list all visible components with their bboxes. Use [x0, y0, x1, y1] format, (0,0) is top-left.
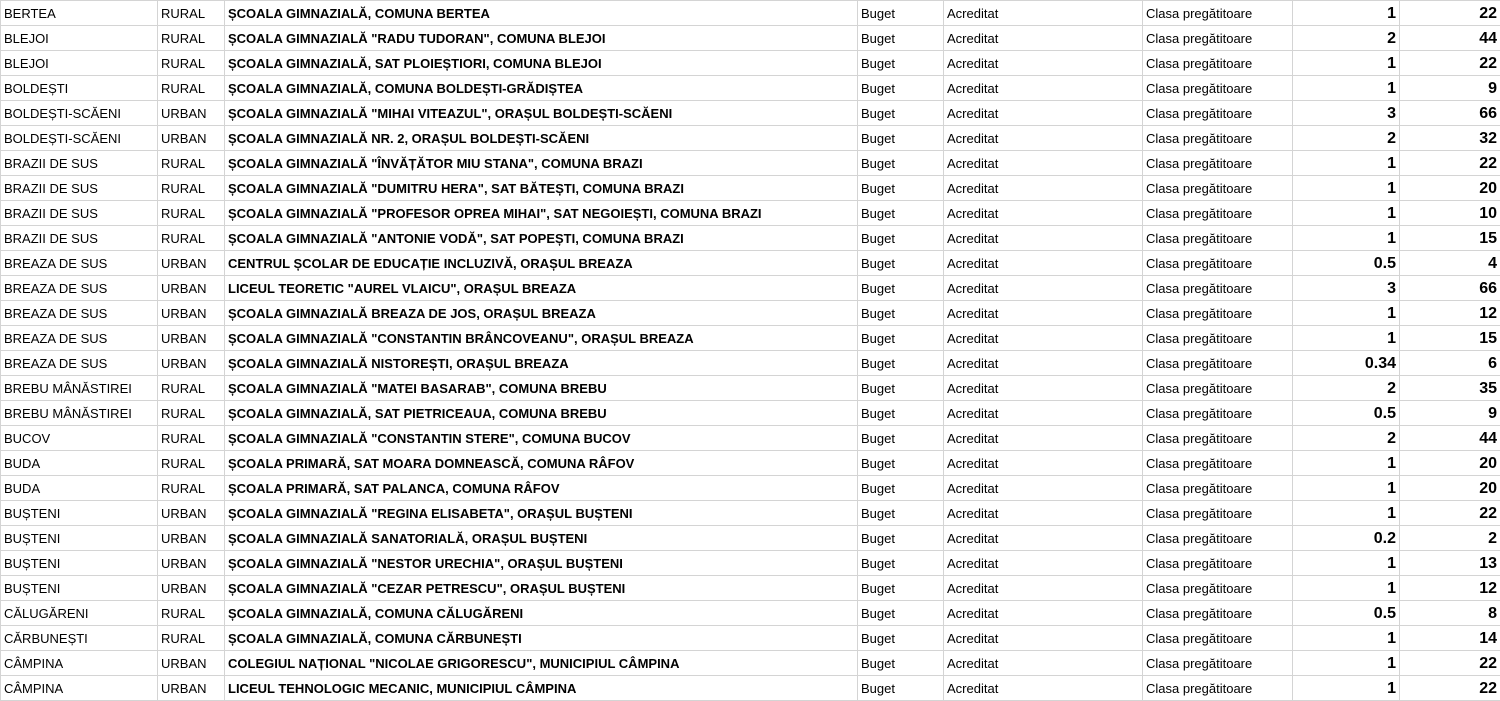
area-cell[interactable]: RURAL: [158, 176, 225, 201]
classes-count-cell[interactable]: 1: [1293, 676, 1400, 701]
area-cell[interactable]: RURAL: [158, 1, 225, 26]
classes-count-cell[interactable]: 0.5: [1293, 601, 1400, 626]
area-cell[interactable]: RURAL: [158, 626, 225, 651]
school-name-cell[interactable]: ȘCOALA GIMNAZIALĂ, COMUNA BOLDEȘTI-GRĂDIȘTEA: [225, 76, 858, 101]
classes-count-cell[interactable]: 2: [1293, 426, 1400, 451]
area-cell[interactable]: URBAN: [158, 276, 225, 301]
locality-cell[interactable]: BLEJOI: [1, 51, 158, 76]
level-cell[interactable]: Clasa pregătitoare: [1143, 151, 1293, 176]
classes-count-cell[interactable]: 1: [1293, 301, 1400, 326]
table-row: [1, 426, 1500, 451]
level-cell[interactable]: Clasa pregătitoare: [1143, 476, 1293, 501]
locality-cell[interactable]: BUȘTENI: [1, 551, 158, 576]
places-count-cell[interactable]: 66: [1400, 276, 1500, 301]
places-count-cell[interactable]: 20: [1400, 451, 1500, 476]
school-name-cell[interactable]: ȘCOALA GIMNAZIALĂ "PROFESOR OPREA MIHAI", SAT NEGOIEȘTI, COMUNA BRAZI: [225, 201, 858, 226]
classes-count-cell[interactable]: 1: [1293, 451, 1400, 476]
places-count-cell[interactable]: 4: [1400, 251, 1500, 276]
places-count-cell[interactable]: 22: [1400, 676, 1500, 701]
funding-cell[interactable]: Buget: [858, 276, 944, 301]
classes-count-cell[interactable]: 1: [1293, 176, 1400, 201]
area-cell[interactable]: URBAN: [158, 301, 225, 326]
classes-count-cell[interactable]: 1: [1293, 576, 1400, 601]
level-cell[interactable]: Clasa pregătitoare: [1143, 201, 1293, 226]
places-count-cell[interactable]: 10: [1400, 201, 1500, 226]
table-row: [1, 326, 1500, 351]
funding-cell[interactable]: Buget: [858, 176, 944, 201]
school-name-cell[interactable]: ȘCOALA PRIMARĂ, SAT PALANCA, COMUNA RÂFOV: [225, 476, 858, 501]
table-row: [1, 626, 1500, 651]
table-row: [1, 51, 1500, 76]
school-name-cell[interactable]: ȘCOALA GIMNAZIALĂ "DUMITRU HERA", SAT BĂTEȘTI, COMUNA BRAZI: [225, 176, 858, 201]
locality-cell[interactable]: BREAZA DE SUS: [1, 326, 158, 351]
places-count-cell[interactable]: 35: [1400, 376, 1500, 401]
level-cell[interactable]: Clasa pregătitoare: [1143, 401, 1293, 426]
locality-cell[interactable]: BOLDEȘTI-SCĂENI: [1, 126, 158, 151]
classes-count-cell[interactable]: 1: [1293, 1, 1400, 26]
table-row: [1, 576, 1500, 601]
table-row: [1, 351, 1500, 376]
places-count-cell[interactable]: 9: [1400, 76, 1500, 101]
status-cell[interactable]: Acreditat: [944, 26, 1143, 51]
funding-cell[interactable]: Buget: [858, 526, 944, 551]
area-cell[interactable]: RURAL: [158, 451, 225, 476]
classes-count-cell[interactable]: 1: [1293, 551, 1400, 576]
level-cell[interactable]: Clasa pregătitoare: [1143, 251, 1293, 276]
classes-count-cell[interactable]: 1: [1293, 51, 1400, 76]
area-cell[interactable]: RURAL: [158, 376, 225, 401]
funding-cell[interactable]: Buget: [858, 576, 944, 601]
level-cell[interactable]: Clasa pregătitoare: [1143, 126, 1293, 151]
funding-cell[interactable]: Buget: [858, 451, 944, 476]
school-name-cell[interactable]: ȘCOALA GIMNAZIALĂ "MATEI BASARAB", COMUNA BREBU: [225, 376, 858, 401]
status-cell[interactable]: Acreditat: [944, 526, 1143, 551]
status-cell[interactable]: Acreditat: [944, 651, 1143, 676]
school-name-cell[interactable]: ȘCOALA GIMNAZIALĂ "CONSTANTIN STERE", COMUNA BUCOV: [225, 426, 858, 451]
locality-cell[interactable]: CÂMPINA: [1, 676, 158, 701]
places-count-cell[interactable]: 22: [1400, 501, 1500, 526]
level-cell[interactable]: Clasa pregătitoare: [1143, 501, 1293, 526]
funding-cell[interactable]: Buget: [858, 326, 944, 351]
level-cell[interactable]: Clasa pregătitoare: [1143, 26, 1293, 51]
locality-cell[interactable]: BUȘTENI: [1, 576, 158, 601]
funding-cell[interactable]: Buget: [858, 126, 944, 151]
school-name-cell[interactable]: ȘCOALA GIMNAZIALĂ, COMUNA CĂRBUNEȘTI: [225, 626, 858, 651]
places-count-cell[interactable]: 15: [1400, 226, 1500, 251]
table-row: [1, 676, 1500, 701]
level-cell[interactable]: Clasa pregătitoare: [1143, 426, 1293, 451]
locality-cell[interactable]: CĂRBUNEȘTI: [1, 626, 158, 651]
funding-cell[interactable]: Buget: [858, 301, 944, 326]
school-name-cell[interactable]: ȘCOALA GIMNAZIALĂ SANATORIALĂ, ORAȘUL BUȘTENI: [225, 526, 858, 551]
locality-cell[interactable]: BREAZA DE SUS: [1, 351, 158, 376]
funding-cell[interactable]: Buget: [858, 401, 944, 426]
locality-cell[interactable]: BRAZII DE SUS: [1, 226, 158, 251]
level-cell[interactable]: Clasa pregătitoare: [1143, 526, 1293, 551]
school-name-cell[interactable]: ȘCOALA GIMNAZIALĂ NR. 2, ORAȘUL BOLDEȘTI-SCĂENI: [225, 126, 858, 151]
locality-cell[interactable]: BUȘTENI: [1, 526, 158, 551]
locality-cell[interactable]: BOLDEȘTI-SCĂENI: [1, 101, 158, 126]
table-row: [1, 301, 1500, 326]
funding-cell[interactable]: Buget: [858, 76, 944, 101]
table-row: [1, 126, 1500, 151]
table-row: [1, 601, 1500, 626]
places-count-cell[interactable]: 12: [1400, 576, 1500, 601]
locality-cell[interactable]: BREAZA DE SUS: [1, 276, 158, 301]
table-row: [1, 251, 1500, 276]
level-cell[interactable]: Clasa pregătitoare: [1143, 76, 1293, 101]
classes-count-cell[interactable]: 1: [1293, 626, 1400, 651]
places-count-cell[interactable]: 22: [1400, 51, 1500, 76]
places-count-cell[interactable]: 8: [1400, 601, 1500, 626]
locality-cell[interactable]: BUȘTENI: [1, 501, 158, 526]
school-name-cell[interactable]: LICEUL TEHNOLOGIC MECANIC, MUNICIPIUL CÂMPINA: [225, 676, 858, 701]
level-cell[interactable]: Clasa pregătitoare: [1143, 1, 1293, 26]
level-cell[interactable]: Clasa pregătitoare: [1143, 51, 1293, 76]
level-cell[interactable]: Clasa pregătitoare: [1143, 451, 1293, 476]
places-count-cell[interactable]: 15: [1400, 326, 1500, 351]
table-row: [1, 451, 1500, 476]
school-name-cell[interactable]: ȘCOALA GIMNAZIALĂ "CONSTANTIN BRÂNCOVEANU", ORAȘUL BREAZA: [225, 326, 858, 351]
status-cell[interactable]: Acreditat: [944, 126, 1143, 151]
classes-count-cell[interactable]: 0.5: [1293, 401, 1400, 426]
level-cell[interactable]: Clasa pregătitoare: [1143, 601, 1293, 626]
status-cell[interactable]: Acreditat: [944, 251, 1143, 276]
places-count-cell[interactable]: 22: [1400, 1, 1500, 26]
funding-cell[interactable]: Buget: [858, 226, 944, 251]
level-cell[interactable]: Clasa pregătitoare: [1143, 576, 1293, 601]
school-name-cell[interactable]: ȘCOALA GIMNAZIALĂ "RADU TUDORAN", COMUNA BLEJOI: [225, 26, 858, 51]
status-cell[interactable]: Acreditat: [944, 276, 1143, 301]
funding-cell[interactable]: Buget: [858, 351, 944, 376]
classes-count-cell[interactable]: 1: [1293, 651, 1400, 676]
classes-count-cell[interactable]: 1: [1293, 201, 1400, 226]
status-cell[interactable]: Acreditat: [944, 451, 1143, 476]
classes-count-cell[interactable]: 2: [1293, 26, 1400, 51]
classes-count-cell[interactable]: 2: [1293, 126, 1400, 151]
school-name-cell[interactable]: ȘCOALA GIMNAZIALĂ, SAT PLOIEȘTIORI, COMUNA BLEJOI: [225, 51, 858, 76]
funding-cell[interactable]: Buget: [858, 501, 944, 526]
table-row: [1, 551, 1500, 576]
locality-cell[interactable]: BRAZII DE SUS: [1, 151, 158, 176]
school-name-cell[interactable]: ȘCOALA GIMNAZIALĂ "CEZAR PETRESCU", ORAȘUL BUȘTENI: [225, 576, 858, 601]
area-cell[interactable]: URBAN: [158, 651, 225, 676]
places-count-cell[interactable]: 44: [1400, 426, 1500, 451]
level-cell[interactable]: Clasa pregătitoare: [1143, 276, 1293, 301]
funding-cell[interactable]: Buget: [858, 376, 944, 401]
locality-cell[interactable]: BERTEA: [1, 1, 158, 26]
school-name-cell[interactable]: LICEUL TEORETIC "AUREL VLAICU", ORAȘUL BREAZA: [225, 276, 858, 301]
table-row: [1, 526, 1500, 551]
level-cell[interactable]: Clasa pregătitoare: [1143, 301, 1293, 326]
spreadsheet-body: [1, 1, 1500, 701]
locality-cell[interactable]: BOLDEȘTI: [1, 76, 158, 101]
status-cell[interactable]: Acreditat: [944, 601, 1143, 626]
school-name-cell[interactable]: ȘCOALA GIMNAZIALĂ "ÎNVĂȚĂTOR MIU STANA", COMUNA BRAZI: [225, 151, 858, 176]
status-cell[interactable]: Acreditat: [944, 501, 1143, 526]
classes-count-cell[interactable]: 1: [1293, 476, 1400, 501]
school-name-cell[interactable]: ȘCOALA GIMNAZIALĂ NISTOREȘTI, ORAȘUL BREAZA: [225, 351, 858, 376]
funding-cell[interactable]: Buget: [858, 551, 944, 576]
area-cell[interactable]: URBAN: [158, 501, 225, 526]
locality-cell[interactable]: CÂMPINA: [1, 651, 158, 676]
area-cell[interactable]: RURAL: [158, 26, 225, 51]
level-cell[interactable]: Clasa pregătitoare: [1143, 101, 1293, 126]
classes-count-cell[interactable]: 1: [1293, 151, 1400, 176]
table-row: [1, 226, 1500, 251]
locality-cell[interactable]: BUCOV: [1, 426, 158, 451]
classes-count-cell[interactable]: 3: [1293, 276, 1400, 301]
area-cell[interactable]: URBAN: [158, 326, 225, 351]
classes-count-cell[interactable]: 1: [1293, 226, 1400, 251]
places-count-cell[interactable]: 13: [1400, 551, 1500, 576]
school-name-cell[interactable]: COLEGIUL NAȚIONAL "NICOLAE GRIGORESCU", MUNICIPIUL CÂMPINA: [225, 651, 858, 676]
status-cell[interactable]: Acreditat: [944, 351, 1143, 376]
status-cell[interactable]: Acreditat: [944, 101, 1143, 126]
area-cell[interactable]: RURAL: [158, 601, 225, 626]
classes-count-cell[interactable]: 1: [1293, 501, 1400, 526]
status-cell[interactable]: Acreditat: [944, 401, 1143, 426]
locality-cell[interactable]: BLEJOI: [1, 26, 158, 51]
table-row: [1, 276, 1500, 301]
area-cell[interactable]: URBAN: [158, 676, 225, 701]
places-count-cell[interactable]: 20: [1400, 176, 1500, 201]
area-cell[interactable]: RURAL: [158, 426, 225, 451]
funding-cell[interactable]: Buget: [858, 476, 944, 501]
level-cell[interactable]: Clasa pregătitoare: [1143, 626, 1293, 651]
locality-cell[interactable]: BRAZII DE SUS: [1, 201, 158, 226]
area-cell[interactable]: RURAL: [158, 51, 225, 76]
school-name-cell[interactable]: ȘCOALA PRIMARĂ, SAT MOARA DOMNEASCĂ, COMUNA RÂFOV: [225, 451, 858, 476]
school-name-cell[interactable]: ȘCOALA GIMNAZIALĂ "MIHAI VITEAZUL", ORAȘUL BOLDEȘTI-SCĂENI: [225, 101, 858, 126]
status-cell[interactable]: Acreditat: [944, 176, 1143, 201]
classes-count-cell[interactable]: 0.34: [1293, 351, 1400, 376]
table-row: [1, 26, 1500, 51]
funding-cell[interactable]: Buget: [858, 676, 944, 701]
table-row: [1, 401, 1500, 426]
places-count-cell[interactable]: 22: [1400, 151, 1500, 176]
status-cell[interactable]: Acreditat: [944, 476, 1143, 501]
school-name-cell[interactable]: ȘCOALA GIMNAZIALĂ "ANTONIE VODĂ", SAT POPEȘTI, COMUNA BRAZI: [225, 226, 858, 251]
status-cell[interactable]: Acreditat: [944, 551, 1143, 576]
area-cell[interactable]: RURAL: [158, 151, 225, 176]
status-cell[interactable]: Acreditat: [944, 76, 1143, 101]
places-count-cell[interactable]: 66: [1400, 101, 1500, 126]
places-count-cell[interactable]: 6: [1400, 351, 1500, 376]
funding-cell[interactable]: Buget: [858, 201, 944, 226]
places-count-cell[interactable]: 9: [1400, 401, 1500, 426]
table-row: [1, 176, 1500, 201]
classes-count-cell[interactable]: 1: [1293, 326, 1400, 351]
table-row: [1, 76, 1500, 101]
table-row: [1, 376, 1500, 401]
area-cell[interactable]: URBAN: [158, 551, 225, 576]
funding-cell[interactable]: Buget: [858, 601, 944, 626]
area-cell[interactable]: RURAL: [158, 76, 225, 101]
funding-cell[interactable]: Buget: [858, 26, 944, 51]
places-count-cell[interactable]: 44: [1400, 26, 1500, 51]
locality-cell[interactable]: BUDA: [1, 451, 158, 476]
funding-cell[interactable]: Buget: [858, 651, 944, 676]
level-cell[interactable]: Clasa pregătitoare: [1143, 651, 1293, 676]
area-cell[interactable]: RURAL: [158, 401, 225, 426]
table-row: [1, 201, 1500, 226]
table-row: [1, 1, 1500, 26]
table-row: [1, 101, 1500, 126]
status-cell[interactable]: Acreditat: [944, 151, 1143, 176]
level-cell[interactable]: Clasa pregătitoare: [1143, 351, 1293, 376]
level-cell[interactable]: Clasa pregătitoare: [1143, 676, 1293, 701]
level-cell[interactable]: Clasa pregătitoare: [1143, 176, 1293, 201]
locality-cell[interactable]: BRAZII DE SUS: [1, 176, 158, 201]
school-name-cell[interactable]: ȘCOALA GIMNAZIALĂ "REGINA ELISABETA", ORAȘUL BUȘTENI: [225, 501, 858, 526]
school-name-cell[interactable]: ȘCOALA GIMNAZIALĂ, SAT PIETRICEAUA, COMUNA BREBU: [225, 401, 858, 426]
table-row: [1, 651, 1500, 676]
status-cell[interactable]: Acreditat: [944, 676, 1143, 701]
classes-count-cell[interactable]: 3: [1293, 101, 1400, 126]
classes-count-cell[interactable]: 1: [1293, 76, 1400, 101]
area-cell[interactable]: URBAN: [158, 576, 225, 601]
area-cell[interactable]: RURAL: [158, 201, 225, 226]
places-count-cell[interactable]: 20: [1400, 476, 1500, 501]
table-row: [1, 151, 1500, 176]
funding-cell[interactable]: Buget: [858, 626, 944, 651]
school-name-cell[interactable]: ȘCOALA GIMNAZIALĂ, COMUNA BERTEA: [225, 1, 858, 26]
funding-cell[interactable]: Buget: [858, 1, 944, 26]
area-cell[interactable]: URBAN: [158, 251, 225, 276]
area-cell[interactable]: RURAL: [158, 226, 225, 251]
table-row: [1, 476, 1500, 501]
locality-cell[interactable]: BREBU MÂNĂSTIREI: [1, 376, 158, 401]
funding-cell[interactable]: Buget: [858, 151, 944, 176]
funding-cell[interactable]: Buget: [858, 426, 944, 451]
status-cell[interactable]: Acreditat: [944, 376, 1143, 401]
status-cell[interactable]: Acreditat: [944, 301, 1143, 326]
status-cell[interactable]: Acreditat: [944, 626, 1143, 651]
places-count-cell[interactable]: 32: [1400, 126, 1500, 151]
status-cell[interactable]: Acreditat: [944, 201, 1143, 226]
status-cell[interactable]: Acreditat: [944, 51, 1143, 76]
locality-cell[interactable]: BREBU MÂNĂSTIREI: [1, 401, 158, 426]
level-cell[interactable]: Clasa pregătitoare: [1143, 376, 1293, 401]
status-cell[interactable]: Acreditat: [944, 326, 1143, 351]
funding-cell[interactable]: Buget: [858, 51, 944, 76]
status-cell[interactable]: Acreditat: [944, 1, 1143, 26]
status-cell[interactable]: Acreditat: [944, 576, 1143, 601]
area-cell[interactable]: URBAN: [158, 526, 225, 551]
area-cell[interactable]: URBAN: [158, 351, 225, 376]
funding-cell[interactable]: Buget: [858, 101, 944, 126]
locality-cell[interactable]: BUDA: [1, 476, 158, 501]
locality-cell[interactable]: BREAZA DE SUS: [1, 251, 158, 276]
school-name-cell[interactable]: ȘCOALA GIMNAZIALĂ "NESTOR URECHIA", ORAȘUL BUȘTENI: [225, 551, 858, 576]
area-cell[interactable]: URBAN: [158, 101, 225, 126]
table-row: [1, 501, 1500, 526]
classes-count-cell[interactable]: 2: [1293, 376, 1400, 401]
places-count-cell[interactable]: 2: [1400, 526, 1500, 551]
level-cell[interactable]: Clasa pregătitoare: [1143, 226, 1293, 251]
funding-cell[interactable]: Buget: [858, 251, 944, 276]
locality-cell[interactable]: BREAZA DE SUS: [1, 301, 158, 326]
level-cell[interactable]: Clasa pregătitoare: [1143, 551, 1293, 576]
places-count-cell[interactable]: 12: [1400, 301, 1500, 326]
area-cell[interactable]: URBAN: [158, 126, 225, 151]
locality-cell[interactable]: CĂLUGĂRENI: [1, 601, 158, 626]
status-cell[interactable]: Acreditat: [944, 426, 1143, 451]
level-cell[interactable]: Clasa pregătitoare: [1143, 326, 1293, 351]
places-count-cell[interactable]: 22: [1400, 651, 1500, 676]
classes-count-cell[interactable]: 0.5: [1293, 251, 1400, 276]
status-cell[interactable]: Acreditat: [944, 226, 1143, 251]
places-count-cell[interactable]: 14: [1400, 626, 1500, 651]
school-name-cell[interactable]: ȘCOALA GIMNAZIALĂ, COMUNA CĂLUGĂRENI: [225, 601, 858, 626]
school-name-cell[interactable]: CENTRUL ȘCOLAR DE EDUCAȚIE INCLUZIVĂ, ORAȘUL BREAZA: [225, 251, 858, 276]
school-name-cell[interactable]: ȘCOALA GIMNAZIALĂ BREAZA DE JOS, ORAȘUL BREAZA: [225, 301, 858, 326]
classes-count-cell[interactable]: 0.2: [1293, 526, 1400, 551]
area-cell[interactable]: RURAL: [158, 476, 225, 501]
